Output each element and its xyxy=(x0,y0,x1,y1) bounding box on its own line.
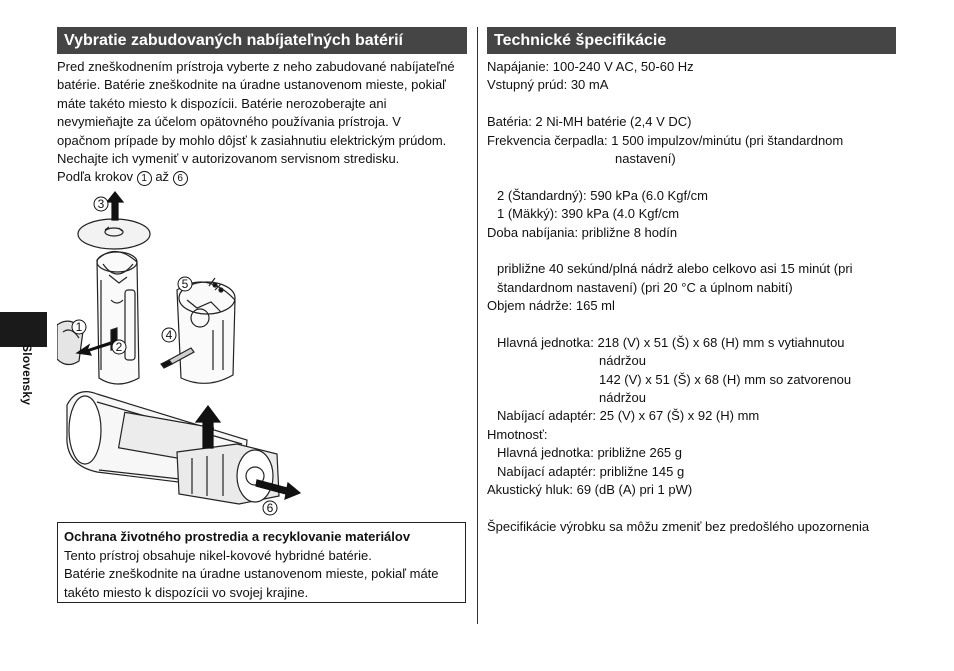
step-marker-first: 1 xyxy=(137,171,152,186)
language-tab-marker xyxy=(0,312,47,347)
paragraph-line: Pred zneškodnením prístroja vyberte z neho zabudované nabíjateľné xyxy=(57,59,455,74)
environment-notice-box xyxy=(57,522,466,603)
spec-weight-adapter: Nabíjací adaptér: približne 145 g xyxy=(497,463,685,479)
technical-specs-heading: Technické špecifikácie xyxy=(487,27,896,54)
spec-run-time: približne 40 sekúnd/plná nádrž alebo celkovo asi 15 minút (pri xyxy=(497,261,853,277)
column-divider xyxy=(477,27,478,624)
spec-power: Napájanie: 100-240 V AC, 50-60 Hz xyxy=(487,59,694,74)
step-label-4 xyxy=(162,328,176,342)
steps-prefix: Podľa krokov xyxy=(57,169,134,185)
spec-dimensions-main-cont: nádržou xyxy=(599,353,646,369)
spec-run-time-cont: štandardnom nastavení) (pri 20 °C a úplnom nabití) xyxy=(497,279,793,295)
spec-dimensions-main: Hlavná jednotka: 218 (V) x 51 (Š) x 68 (H) mm s vytiahnutou xyxy=(497,334,845,350)
language-tab-label: Slovensky xyxy=(20,344,34,406)
spec-dimensions-main-closed: 142 (V) x 51 (Š) x 68 (H) mm so zatvorenou xyxy=(599,371,852,387)
battery-removal-heading: Vybratie zabudovaných nabíjateľných batérií xyxy=(57,27,467,54)
technical-specs-section xyxy=(487,27,896,536)
step-label-6 xyxy=(263,501,277,515)
step-label-text: 2 xyxy=(115,340,123,354)
battery-removal-text xyxy=(57,58,467,187)
spec-input-current: Vstupný prúd: 30 mA xyxy=(487,77,609,93)
spec-pressure-standard: 2 (Štandardný): 590 kPa (6.0 Kgf/cm xyxy=(497,187,708,203)
step-label-1 xyxy=(72,320,86,334)
spec-pressure-soft: 1 (Mäkký): 390 kPa (4.0 Kgf/cm xyxy=(497,206,680,222)
battery-removal-illustration xyxy=(57,190,317,520)
paragraph-line: batérie. Batérie zneškodnite na úradne ustanovenom mieste, pokiaľ xyxy=(57,77,446,93)
spec-dimensions-main-closed-cont: nádržou xyxy=(599,390,646,406)
step-marker-last: 6 xyxy=(173,171,188,186)
step-label-text: 6 xyxy=(266,501,274,515)
steps-mid: až xyxy=(155,169,170,185)
spec-pump-frequency: Frekvencia čerpadla: 1 500 impulzov/minútu (pri štandardnom xyxy=(487,132,844,148)
spec-noise: Akustický hluk: 69 (dB (A) pri 1 pW) xyxy=(487,481,693,497)
spec-pump-frequency-cont: nastavení) xyxy=(615,150,676,166)
step-label-text: 3 xyxy=(97,197,105,211)
step-label-text: 5 xyxy=(181,277,189,291)
spec-weight-main: Hlavná jednotka: približne 265 g xyxy=(497,445,683,461)
environment-notice-line: Tento prístroj obsahuje nikel-kovové hybridné batérie. xyxy=(64,547,372,563)
environment-notice-line: takéto miesto k dispozícii vo svojej krajine. xyxy=(64,585,309,601)
step-label-text: 4 xyxy=(165,328,173,342)
step-label-text: 1 xyxy=(75,320,83,334)
spec-tank-volume: Objem nádrže: 165 ml xyxy=(487,298,615,314)
step-label-2 xyxy=(112,340,126,354)
spec-battery: Batéria: 2 Ni-MH batérie (2,4 V DC) xyxy=(487,114,692,130)
spec-list xyxy=(487,58,896,536)
step-label-5 xyxy=(178,277,192,291)
spec-weight-label: Hmotnosť: xyxy=(487,426,548,442)
spec-disclaimer: Špecifikácie výrobku sa môžu zmeniť bez predošlého upozornenia xyxy=(487,518,870,534)
step-label-3 xyxy=(94,197,108,211)
spec-charge-time: Doba nabíjania: približne 8 hodín xyxy=(487,224,678,240)
environment-notice-line: Batérie zneškodnite na úradne ustanovenom mieste, pokiaľ máte xyxy=(64,566,439,582)
paragraph-line: nevymieňajte za účelom opätovného používania prístroja. V xyxy=(57,114,401,130)
paragraph-line: máte takéto miesto k dispozícii. Batérie nerozoberajte ani xyxy=(57,95,387,111)
environment-notice-title: Ochrana životného prostredia a recyklovanie materiálov xyxy=(64,529,411,544)
paragraph-line: Nechajte ich vymeniť v autorizovanom servisnom stredisku. xyxy=(57,151,400,167)
steps-reference xyxy=(57,168,467,186)
paragraph-line: opačnom prípade by mohlo dôjsť k zasiahnutiu elektrickým prúdom. xyxy=(57,132,447,148)
battery-removal-section xyxy=(57,27,467,187)
spec-dimensions-adapter: Nabíjací adaptér: 25 (V) x 67 (Š) x 92 (H) mm xyxy=(497,408,760,424)
